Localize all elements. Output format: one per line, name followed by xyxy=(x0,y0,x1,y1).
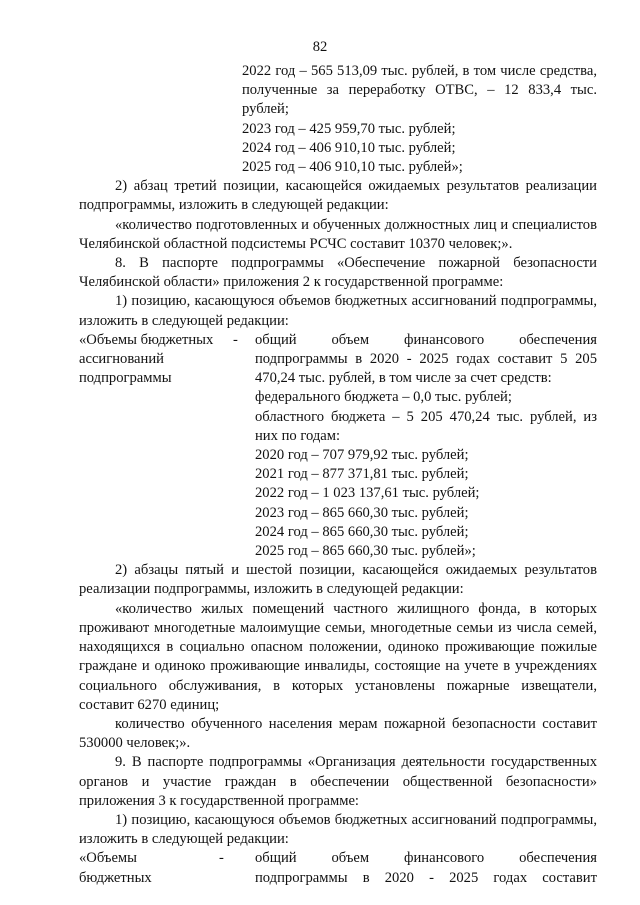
paragraph-quote-trained-population: количество обученного населения мерам пожарной безопасности составит 530000 человек;». xyxy=(79,715,597,752)
paragraph-item-2-results: 2) абзац третий позиции, касающейся ожидаемых результатов реализации подпрограммы, изложить в следующей редакции: xyxy=(79,178,597,214)
funding-years-block xyxy=(79,62,597,177)
funding-line-2025: 2025 год – 406 910,10 тыс. рублей»; xyxy=(242,159,463,176)
funding-line-2023: 2023 год – 425 959,70 тыс. рублей; xyxy=(242,120,456,137)
funding-year-2025: 2025 год – 865 660,30 тыс. рублей»; xyxy=(255,543,476,560)
funding-table-public-safety xyxy=(79,849,597,887)
funding-federal: федерального бюджета – 0,0 тыс. рублей; xyxy=(255,389,512,406)
funding-table2-label xyxy=(79,849,219,887)
paragraph-section-8: 8. В паспорте подпрограммы «Обеспечение пожарной безопасности Челябинской области» приложения 2 к государственной программе: xyxy=(79,255,597,291)
funding-table2-line1: общий объем финансового обеспечения xyxy=(255,850,597,867)
funding-year-2020: 2020 год – 707 979,92 тыс. рублей; xyxy=(255,447,469,464)
page-number: 82 xyxy=(312,39,328,55)
funding-table-values xyxy=(255,331,597,561)
paragraph-section-9-item-1: 1) позицию, касающуюся объемов бюджетных ассигнований подпрограммы, изложить в следующей редакции: xyxy=(79,811,597,848)
paragraph-item-2-paragraphs-5-6: 2) абзацы пятый и шестой позиции, касающейся ожидаемых результатов реализации подпрограммы, изложить в следующей редакции: xyxy=(79,562,597,598)
funding-table2-label-line2: бюджетных xyxy=(79,869,152,886)
funding-line-2024: 2024 год – 406 910,10 тыс. рублей; xyxy=(242,139,456,156)
funding-table2-values xyxy=(255,849,597,887)
funding-regional: областного бюджета – 5 205 470,24 тыс. рублей, из них по годам: xyxy=(255,408,597,444)
paragraph-quote-trained-staff: «количество подготовленных и обученных должностных лиц и специалистов Челябинской областной подсистемы РСЧС составит 10370 человек;». xyxy=(79,216,597,252)
funding-table-label: «Объемы бюджетных ассигнований подпрограммы xyxy=(79,331,214,387)
paragraph-quote-fire-detectors: «количество жилых помещений частного жилищного фонда, в которых проживают многодетные малоимущие семьи, многодетные семьи из числа семей, находящихся в социально опасном положении, одиноко проживающие пожилые граждане и одиноко проживающие инвалиды, состоящие на учете в учреждениях социального обслуживания, в которых установлены пожарные извещатели, составит 6270 единиц; xyxy=(79,600,597,713)
document-body xyxy=(79,62,597,888)
paragraph-section-9: 9. В паспорте подпрограммы «Организация деятельности государственных органов и участие граждан в обеспечении общественной безопасности» приложения 3 к государственной программе: xyxy=(79,754,597,809)
funding-year-2022: 2022 год – 1 023 137,61 тыс. рублей; xyxy=(255,485,480,502)
funding-year-2024: 2024 год – 865 660,30 тыс. рублей; xyxy=(255,523,469,540)
funding-table2-dash: - xyxy=(219,850,224,867)
funding-table-dash: - xyxy=(233,331,238,348)
funding-line-2022: 2022 год – 565 513,09 тыс. рублей, в том числе средства, полученные за переработку ОТВС, – 12 833,4 тыс. рублей; xyxy=(242,63,597,118)
funding-total: общий объем финансового обеспечения подпрограммы в 2020 - 2025 годах составит 5 205 470,24 тыс. рублей, в том числе за счет средств: xyxy=(255,331,597,387)
funding-table2-label-line1: «Объемы xyxy=(79,850,137,867)
funding-table2-line2: подпрограммы в 2020 - 2025 годах составит xyxy=(255,869,597,886)
paragraph-section-8-item-1: 1) позицию, касающуюся объемов бюджетных ассигнований подпрограммы, изложить в следующей редакции: xyxy=(79,293,597,329)
funding-year-2021: 2021 год – 877 371,81 тыс. рублей; xyxy=(255,466,469,483)
funding-year-2023: 2023 год – 865 660,30 тыс. рублей; xyxy=(255,504,469,521)
funding-table-fire-safety xyxy=(79,331,597,561)
